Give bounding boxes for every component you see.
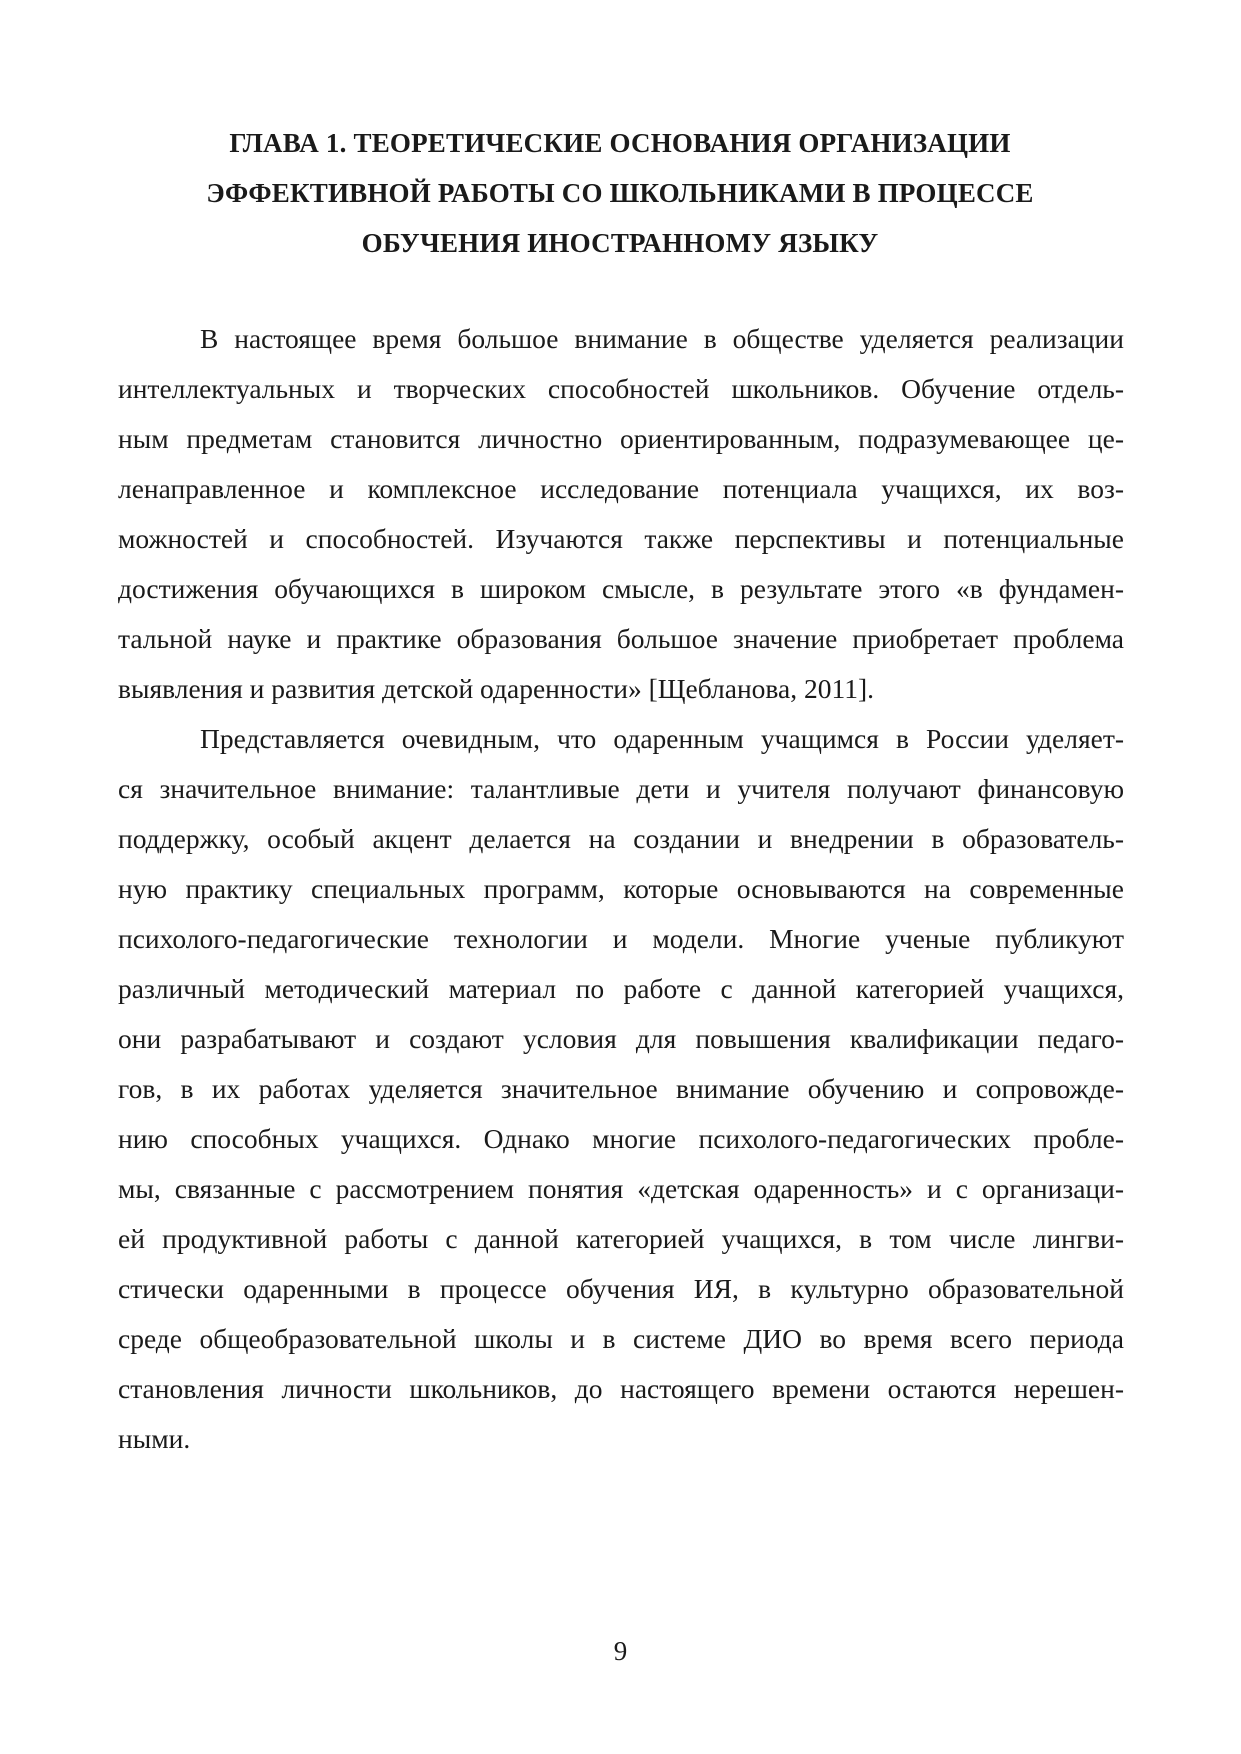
- text-line: интеллектуальных и творческих способностей школьников. Обучение отдель-: [118, 373, 1124, 404]
- text-line: они разрабатывают и создают условия для повышения квалификации педаго-: [118, 1023, 1124, 1054]
- chapter-title-line: ОБУЧЕНИЯ ИНОСТРАННОМУ ЯЗЫКУ: [361, 228, 879, 258]
- text-line: нию способных учащихся. Однако многие психолого-педагогических пробле-: [118, 1123, 1124, 1154]
- text-line: В настоящее время большое внимание в обществе уделяется реализации: [200, 323, 1124, 354]
- page-number: 9: [613, 1636, 628, 1666]
- text-line: ся значительное внимание: талантливые дети и учителя получают финансовую: [118, 773, 1124, 804]
- text-line: ную практику специальных программ, которые основываются на современные: [118, 873, 1124, 904]
- chapter-title-line: ЭФФЕКТИВНОЙ РАБОТЫ СО ШКОЛЬНИКАМИ В ПРОЦЕССЕ: [206, 178, 1034, 208]
- text-line: мы, связанные с рассмотрением понятия «детская одаренность» и с организаци-: [118, 1173, 1124, 1204]
- text-line: выявления и развития детской одаренности» [Щебланова, 2011].: [118, 673, 874, 704]
- text-line: психолого-педагогические технологии и модели. Многие ученые публикуют: [118, 923, 1124, 954]
- text-line: становления личности школьников, до настоящего времени остаются нерешен-: [118, 1373, 1124, 1404]
- chapter-title-line: ГЛАВА 1. ТЕОРЕТИЧЕСКИЕ ОСНОВАНИЯ ОРГАНИЗАЦИИ: [229, 128, 1011, 158]
- paragraph-2: [118, 714, 1124, 1464]
- text-line: достижения обучающихся в широком смысле, в результате этого «в фундамен-: [118, 573, 1124, 604]
- body-text: [118, 314, 1124, 1464]
- text-line: различный методический материал по работе с данной категорией учащихся,: [118, 973, 1124, 1004]
- text-line: гов, в их работах уделяется значительное внимание обучению и сопровожде-: [118, 1073, 1124, 1104]
- text-line: поддержку, особый акцент делается на создании и внедрении в образователь-: [118, 823, 1124, 854]
- text-line: среде общеобразовательной школы и в системе ДИО во время всего периода: [118, 1323, 1124, 1354]
- text-line: стически одаренными в процессе обучения ИЯ, в культурно образовательной: [118, 1273, 1124, 1304]
- text-line: ленаправленное и комплексное исследование потенциала учащихся, их воз-: [118, 473, 1124, 504]
- text-line: тальной науке и практике образования большое значение приобретает проблема: [118, 623, 1124, 654]
- text-line: ным предметам становится личностно ориентированным, подразумевающее це-: [118, 423, 1124, 454]
- text-line: Представляется очевидным, что одаренным учащимся в России уделяет-: [200, 723, 1124, 754]
- text-line: ными.: [118, 1423, 191, 1454]
- text-line: ей продуктивной работы с данной категорией учащихся, в том числе лингви-: [118, 1223, 1124, 1254]
- paragraph-1: [118, 314, 1124, 714]
- chapter-title: [150, 118, 1090, 268]
- text-line: можностей и способностей. Изучаются также перспективы и потенциальные: [118, 523, 1124, 554]
